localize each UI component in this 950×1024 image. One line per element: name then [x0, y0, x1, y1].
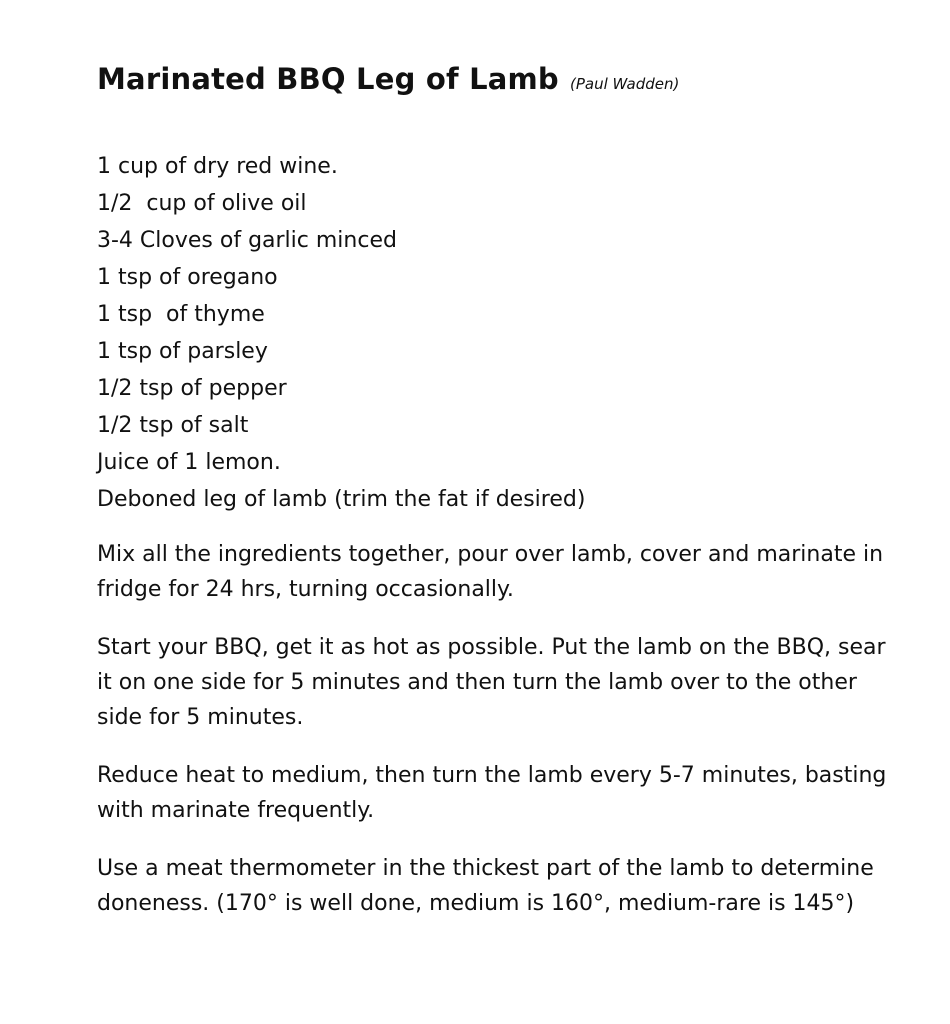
- title-row: [97, 62, 897, 96]
- ingredient-item: Deboned leg of lamb (trim the fat if desired): [97, 487, 586, 512]
- recipe-page: [97, 62, 897, 921]
- ingredient-item: 1 cup of dry red wine.: [97, 154, 338, 179]
- ingredient-item: 1 tsp of oregano: [97, 265, 278, 290]
- instruction-step: Mix all the ingredients together, pour over lamb, cover and marinate in fridge for 24 hrs, turning occasionally.: [97, 542, 884, 602]
- instruction-step: Reduce heat to medium, then turn the lamb every 5-7 minutes, basting with marinate frequently.: [97, 763, 887, 823]
- ingredient-item: 1 tsp of thyme: [97, 302, 265, 327]
- ingredient-item: Juice of 1 lemon.: [97, 450, 281, 475]
- instruction-step: Use a meat thermometer in the thickest part of the lamb to determine doneness. (170° is well done, medium is 160°, medium-rare is 145°): [97, 856, 874, 916]
- recipe-title: Marinated BBQ Leg of Lamb: [97, 62, 559, 96]
- ingredient-item: 1/2 cup of olive oil: [97, 191, 307, 216]
- ingredient-item: 1/2 tsp of salt: [97, 413, 249, 438]
- ingredient-item: 3-4 Cloves of garlic minced: [97, 228, 397, 253]
- recipe-author: (Paul Wadden): [570, 75, 680, 93]
- ingredient-item: 1/2 tsp of pepper: [97, 376, 287, 401]
- ingredient-list: [97, 148, 897, 518]
- ingredient-item: 1 tsp of parsley: [97, 339, 268, 364]
- instruction-step: Start your BBQ, get it as hot as possible. Put the lamb on the BBQ, sear it on one side for 5 minutes and then turn the lamb over to the other side for 5 minutes.: [97, 635, 886, 730]
